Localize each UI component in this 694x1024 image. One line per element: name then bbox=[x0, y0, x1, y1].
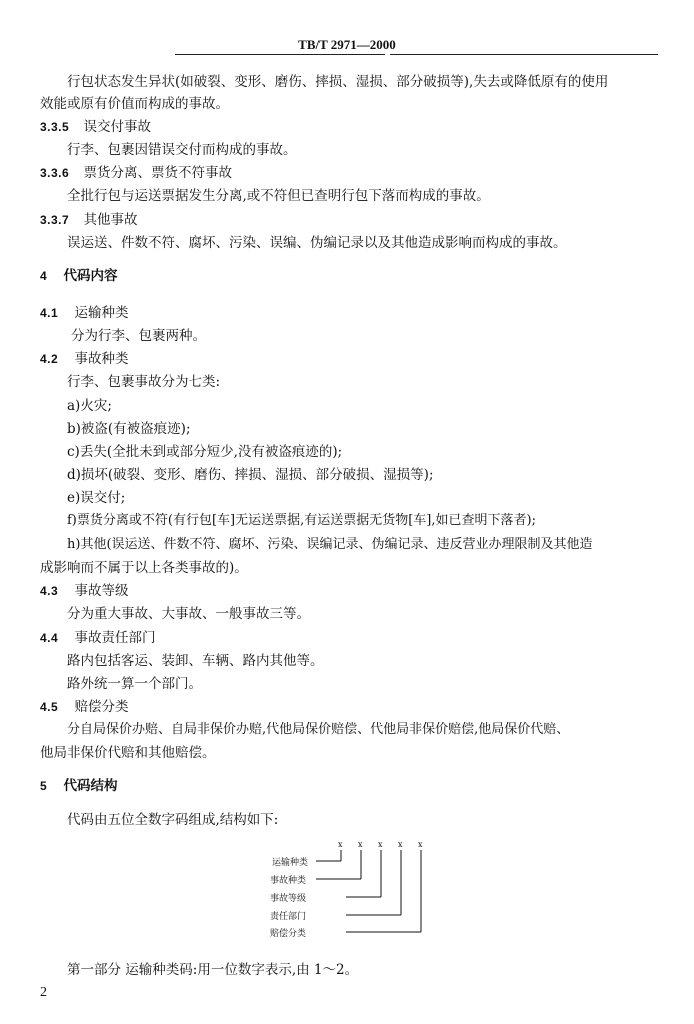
section-number: 4.3 bbox=[40, 584, 59, 598]
chapter-heading bbox=[40, 268, 117, 284]
header-rule-right bbox=[390, 54, 658, 55]
diagram-label-transport-type: 运输种类 bbox=[272, 858, 309, 868]
page-number: 2 bbox=[40, 985, 47, 1000]
paragraph-line: 他局非保价代赔和其他赔偿。 bbox=[40, 745, 216, 761]
paragraph-line: 效能或原有价值而构成的事故。 bbox=[40, 96, 229, 112]
section-number: 4.4 bbox=[40, 631, 59, 645]
diagram-label-compensation-type: 赔偿分类 bbox=[270, 929, 307, 939]
code-digit-mark: x bbox=[418, 840, 423, 849]
section-heading bbox=[40, 351, 128, 367]
paragraph-line: 行李、包裹事故分为七类: bbox=[67, 374, 221, 390]
list-item: d)损坏(破裂、变形、磨伤、摔损、湿损、部分破损、湿损等); bbox=[67, 467, 434, 483]
section-heading bbox=[40, 165, 232, 181]
paragraph-line: 代码由五位全数字码组成,结构如下: bbox=[67, 812, 279, 828]
section-number: 4.2 bbox=[40, 352, 59, 366]
section-number: 4.1 bbox=[40, 306, 59, 320]
header-rule-left bbox=[175, 54, 385, 55]
paragraph-line: 路外统一算一个部门。 bbox=[67, 676, 202, 692]
list-item: c)丢失(全批未到或部分短少,没有被盗痕迹的); bbox=[67, 444, 343, 460]
code-digit-mark: x bbox=[358, 840, 363, 849]
section-heading bbox=[40, 212, 138, 228]
list-item: f)票货分离或不符(有行包[车]无运送票据,有运送票据无货物[车],如已查明下落者); bbox=[67, 513, 536, 528]
paragraph-line: 分自局保价办赔、自局非保价办赔,代他局保价赔偿、代他局非保价赔偿,他局保价代赔、 bbox=[67, 722, 570, 737]
diagram-label-responsible-department: 责任部门 bbox=[270, 912, 307, 922]
list-item: h)其他(误运送、件数不符、腐坏、污染、误编记录、伪编记录、违反营业办理限制及其他造 bbox=[67, 537, 593, 552]
section-title: 赔偿分类 bbox=[74, 699, 129, 715]
page-header-title: TB/T 2971—2000 bbox=[298, 37, 396, 52]
paragraph-line: 行李、包裹因错误交付而构成的事故。 bbox=[67, 142, 297, 158]
paragraph-line: 第一部分 运输种类码:用一位数字表示,由 1～2。 bbox=[67, 962, 359, 978]
diagram-label-accident-level: 事故等级 bbox=[270, 894, 307, 904]
section-title: 运输种类 bbox=[74, 305, 129, 321]
list-item: b)被盗(有被盗痕迹); bbox=[67, 421, 191, 437]
section-number: 3.3.7 bbox=[40, 213, 70, 227]
section-number: 3.3.6 bbox=[40, 166, 70, 180]
chapter-number: 4 bbox=[40, 269, 48, 283]
diagram-label-accident-type: 事故种类 bbox=[270, 876, 307, 886]
section-title: 其他事故 bbox=[83, 212, 138, 228]
section-title: 事故等级 bbox=[74, 583, 129, 599]
chapter-title: 代码内容 bbox=[63, 268, 118, 284]
section-heading bbox=[40, 305, 128, 321]
paragraph-line: 分为重大事故、大事故、一般事故三等。 bbox=[67, 606, 310, 622]
section-heading bbox=[40, 119, 151, 135]
chapter-title: 代码结构 bbox=[63, 778, 118, 794]
paragraph-line: 误运送、件数不符、腐坏、污染、误编、伪编记录以及其他造成影响而构成的事故。 bbox=[67, 235, 567, 251]
code-digit-mark: x bbox=[338, 840, 343, 849]
section-heading bbox=[40, 630, 155, 646]
section-heading bbox=[40, 699, 128, 715]
list-item-continuation: 成影响而不属于以上各类事故的)。 bbox=[40, 560, 248, 576]
paragraph-line: 分为行李、包裹两种。 bbox=[71, 328, 206, 344]
chapter-heading bbox=[40, 778, 117, 794]
code-digit-mark: x bbox=[378, 840, 383, 849]
section-number: 3.3.5 bbox=[40, 120, 70, 134]
paragraph-line: 路内包括客运、装卸、车辆、路内其他等。 bbox=[67, 653, 324, 669]
section-title: 误交付事故 bbox=[83, 119, 151, 135]
code-digit-mark: x bbox=[398, 840, 403, 849]
chapter-number: 5 bbox=[40, 779, 48, 793]
section-heading bbox=[40, 583, 128, 599]
paragraph-line: 行包状态发生异状(如破裂、变形、磨伤、摔损、湿损、部分破损等),失去或降低原有的使用 bbox=[67, 74, 609, 90]
section-title: 票货分离、票货不符事故 bbox=[83, 165, 232, 181]
section-title: 事故种类 bbox=[74, 351, 129, 367]
list-item: e)误交付; bbox=[67, 490, 126, 506]
section-title: 事故责任部门 bbox=[74, 630, 156, 646]
section-number: 4.5 bbox=[40, 700, 59, 714]
list-item: a)火灾; bbox=[67, 398, 112, 414]
paragraph-line: 全批行包与运送票据发生分离,或不符但已查明行包下落而构成的事故。 bbox=[67, 188, 490, 204]
